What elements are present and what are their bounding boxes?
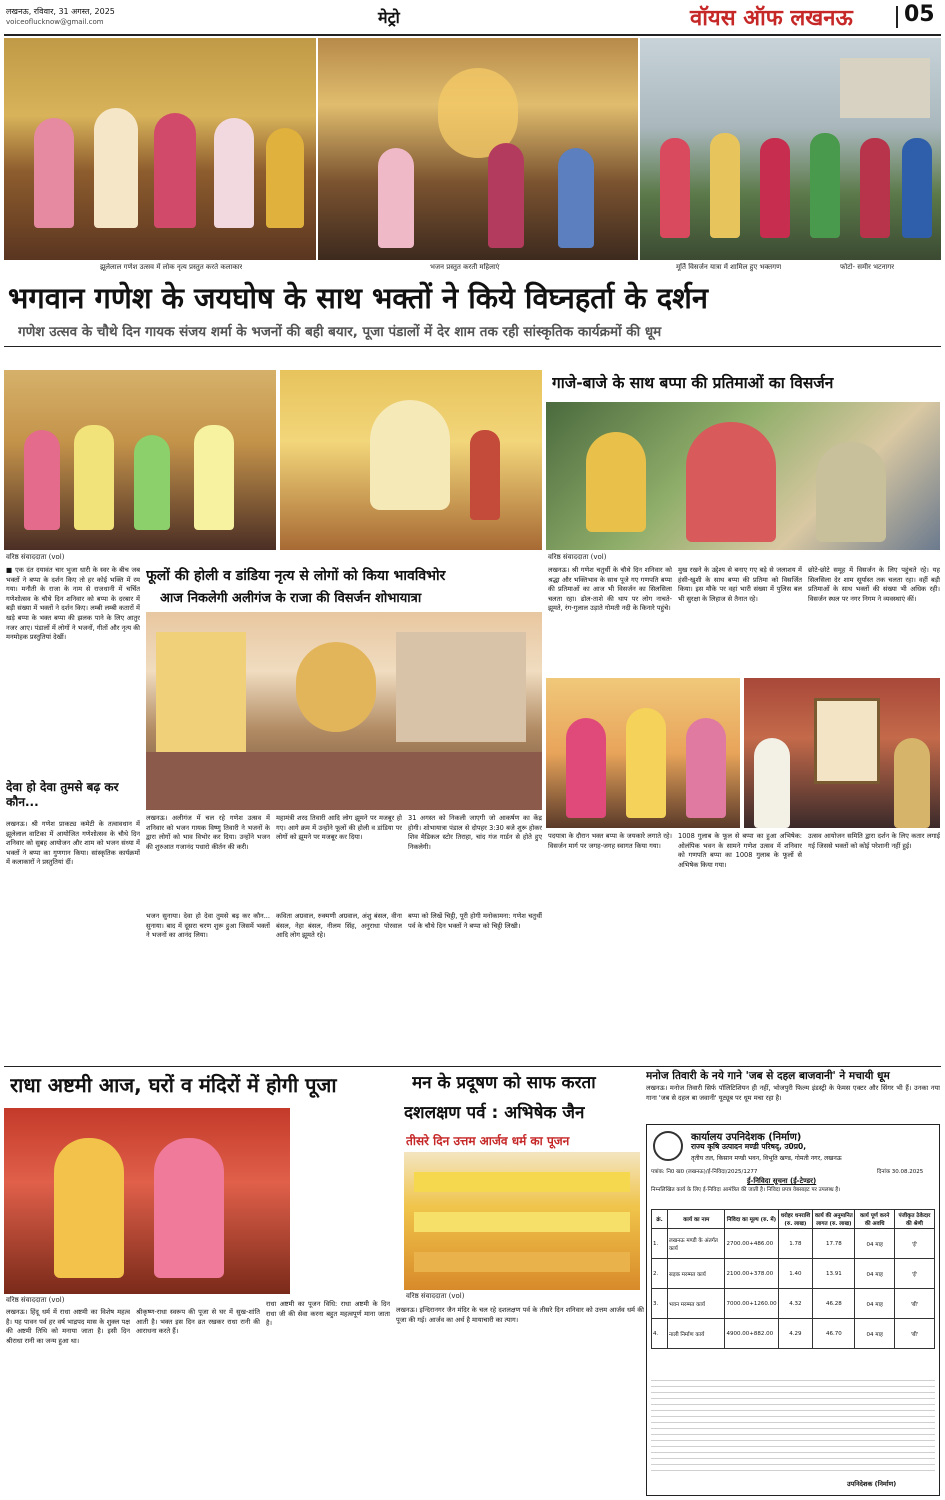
tender-emblem bbox=[653, 1131, 683, 1161]
tender-cell: 2100.00+378.00 bbox=[725, 1259, 778, 1289]
radha-body-3-text: राधा अष्टमी का पूजन विधि: राधा अष्टमी के दिन राधा जी की सेवा करना बहुत महत्वपूर्ण माना जाता है। bbox=[266, 1300, 390, 1328]
tender-cell: सड़क मरम्मत कार्य bbox=[668, 1259, 725, 1289]
holi-body-6-text: बप्पा को लिखें चिट्ठी, पूरी होगी मनोकामना: गणेश चतुर्थी पर्व के चौथे दिन भक्तों ने बप्पा को चिट्ठी लिखी। bbox=[408, 912, 542, 930]
visarjan-body-1 bbox=[548, 566, 672, 676]
tender-office: कार्यालय उपनिदेशक (निर्माण) bbox=[691, 1132, 802, 1143]
photo-felicitation bbox=[744, 678, 940, 828]
tender-row bbox=[652, 1319, 935, 1349]
tender-cell: 46.28 bbox=[813, 1289, 855, 1319]
holi-body-2 bbox=[276, 814, 402, 910]
photo-stage-dance bbox=[4, 370, 276, 550]
tender-cell: 7000.00+1260.00 bbox=[725, 1289, 778, 1319]
tender-cell: भवन मरम्मत कार्य bbox=[668, 1289, 725, 1319]
holi-body-1-text: लखनऊ। अलीगंज में चल रहे गणेश उत्सव में शनिवार को भजन गायक विष्णु तिवारी ने भजनों के द्वारा लोगों को भाव विभोर कर दिया। उन्होंने भजन की शुरुआत गजानंद पधारो कीर्तन की करी। bbox=[146, 814, 270, 851]
header-rule bbox=[4, 34, 941, 36]
holi-body-1 bbox=[146, 814, 270, 910]
tender-cell: 1.78 bbox=[778, 1229, 813, 1259]
photo-visarjan-procession bbox=[640, 38, 941, 260]
tender-cell: 4. bbox=[652, 1319, 668, 1349]
tender-cell: 2. bbox=[652, 1259, 668, 1289]
jain-body-text: लखनऊ। इन्दिरानगर जैन मंदिर के चल रहे दशलक्षण पर्व के तीसरे दिन शनिवार को उत्तम आर्जव धर्म की पूजा की गई। आर्जव का अर्थ है मायाचारी का त्याग। bbox=[396, 1306, 644, 1324]
photo-holi-stage bbox=[146, 612, 542, 810]
lead-byline: वरिष्ठ संवाददाता (vol) bbox=[6, 553, 65, 561]
tender-cell: 04 माह bbox=[855, 1259, 895, 1289]
photo-folk-dance bbox=[4, 38, 316, 260]
manoj-headline: मनोज तिवारी के नये गाने 'जब से दहल बाजवानी' ने मचायी धूम bbox=[646, 1070, 890, 1082]
masthead-divider bbox=[896, 6, 898, 28]
photo-credit: फोटो- समीर भटनागर bbox=[840, 263, 895, 271]
radha-headline: राधा अष्टमी आज, घरों व मंदिरों में होगी पूजा bbox=[10, 1073, 337, 1097]
radha-body-3 bbox=[266, 1300, 390, 1496]
tender-cell: 3. bbox=[652, 1289, 668, 1319]
page-number: 05 bbox=[904, 2, 935, 27]
tender-col-header: कार्य की अनुमानित लागत (रु. लाख) bbox=[813, 1210, 855, 1229]
tender-cell: 4.32 bbox=[778, 1289, 813, 1319]
holi-headline: फूलों की होली व डांडिया नृत्य से लोगों को किया भावविभोर bbox=[146, 568, 446, 584]
tender-cell: 04 माह bbox=[855, 1319, 895, 1349]
holi-body-5-text: कविता अग्रवाल, रुक्मणी अग्रवाल, अंशु बंसल, वीना बंसल, नेहा बंसल, नीलम सिंह, अनुराधा पोरवाल आदि लोग झूमते रहे। bbox=[276, 912, 402, 940]
tender-cell: 13.91 bbox=[813, 1259, 855, 1289]
tender-cell: 04 माह bbox=[855, 1289, 895, 1319]
lead-body-1-text: ■ एक दंत दयावंत चार भुजा धारी के स्वर के बीच जब भक्तों ने बप्पा के दर्शन किए तो हर कोई भक्ति में रम गया। मनौती के राजा के नाम से राजधानी में चर्चित गणेशोत्सव के चौथे दिन शनिवार को बप्पा के दरबार में बड़ी संख्या में भक्तों ने दर्शन किए। लम्बी लम्बी कतारों में खड़े बप्पा के भक्त बप्पा की झलक पाने के लिए आतुर नजर आए। पंडालों में लोगों ने भजनों, गीतों और नृत्य की मनमोहक प्रस्तुतियां देखीं। bbox=[6, 566, 140, 642]
tender-cell: 1.40 bbox=[778, 1259, 813, 1289]
tender-cell: 'बी' bbox=[894, 1319, 934, 1349]
photo-radha-krishna bbox=[4, 1108, 290, 1294]
mid-body-3 bbox=[808, 832, 940, 1060]
mid-body-3-text: उत्सव आयोजन समिति द्वारा दर्शन के लिए कतार लगाई गई जिससे भक्तों को कोई परेशानी नहीं हुई। bbox=[808, 832, 940, 850]
lead-body-2-text: लखनऊ। श्री गणेश प्राकट्य कमेटी के तत्वावधान में झूलेलाल वाटिका में आयोजित गणेशोत्सव के चौथे दिन शनिवार को सुबह आयोजन और शाम को भजन संध्या में भक्तों ने बप्पा का गुणगान किया। सांस्कृतिक कार्यक्रमों में कलाकारों ने प्रस्तुतियां दीं। bbox=[6, 820, 140, 867]
tender-row bbox=[652, 1289, 935, 1319]
tender-col-header: पंजीकृत ठेकेदार की श्रेणी bbox=[894, 1210, 934, 1229]
photo-caption-1: झूलेलाल गणेश उत्सव में लोक नृत्य प्रस्तुत करते कलाकार bbox=[100, 263, 243, 271]
tender-notice bbox=[646, 1124, 940, 1496]
tender-org: राज्य कृषि उत्पादन मण्डी परिषद्, उ0प्र0, bbox=[691, 1142, 807, 1151]
photo-bhajan-women bbox=[318, 38, 638, 260]
tender-cell: 04 माह bbox=[855, 1229, 895, 1259]
photo-caption-2: भजन प्रस्तुत करती महिलाएं bbox=[430, 263, 500, 271]
lead-rule bbox=[4, 346, 941, 347]
lead-subhead-2: देवा हो देवा तुमसे बढ़ कर कौन... bbox=[6, 780, 119, 809]
holi-body-3 bbox=[408, 814, 542, 910]
tender-date: दिनांक 30.08.2025 bbox=[877, 1169, 924, 1175]
tender-row bbox=[652, 1259, 935, 1289]
tender-cell: 'ई' bbox=[894, 1259, 934, 1289]
visarjan-body-3 bbox=[808, 566, 940, 676]
tender-intro: निम्नलिखित कार्य के लिए ई-निविदा आमंत्रित की जाती है। निविदा प्रपत्र वेबसाइट पर उपलब्ध है। bbox=[651, 1187, 841, 1193]
radha-body-2-text: श्रीकृष्ण-राधा स्वरूप की पूजा से घर में सुख-शांति आती है। भक्त इस दिन व्रत रखकर राधा रानी की आराधना करते हैं। bbox=[136, 1308, 260, 1336]
visarjan-body-1-text: लखनऊ। श्री गणेश चतुर्थी के चौथे दिन शनिवार को श्रद्धा और भक्तिभाव के साथ पूजे गए गणपति बप्पा की प्रतिमाओं का आज भी विसर्जन का सिलसिला चलता रहा। ढोल-ताशे की थाप पर लोग नाचते-झूमते, रंग-गुलाल उड़ाते गोमती नदी के किनारे पहुंचे। bbox=[548, 566, 672, 613]
tender-row bbox=[652, 1229, 935, 1259]
tender-col-header: धरोहर धनराशि (रु. लाख) bbox=[778, 1210, 813, 1229]
visarjan-byline: वरिष्ठ संवाददाता (vol) bbox=[548, 553, 607, 561]
manoj-body-text: लखनऊ। मनोज तिवारी सिर्फ पॉलिटिशियन ही नहीं, भोजपुरी फिल्म इंडस्ट्री के फेमस एक्टर और सिंगर भी हैं। उनका नया गाना 'जब से दहल बा जवानी' यूट्यूब पर धूम मचा रहा है। bbox=[646, 1084, 940, 1102]
holi-body-2-text: महामंत्री शरद तिवारी आदि लोग झूमने पर मजबूर हो गए। आगे क्रम में उन्होंने फूलों की होली व डांडिया पर लोगों को झूमने पर मजबूर कर दिया। bbox=[276, 814, 402, 842]
date-line: लखनऊ, रविवार, 31 अगस्त, 2025 bbox=[6, 7, 115, 16]
holi-body-6 bbox=[408, 912, 542, 1060]
tender-table bbox=[651, 1209, 935, 1349]
tender-address: तृतीय तल, किसान मण्डी भवन, विभूति खण्ड, गोमती नगर, लखनऊ bbox=[691, 1155, 842, 1162]
tender-cell: 1. bbox=[652, 1229, 668, 1259]
jain-body bbox=[396, 1306, 644, 1496]
tender-cell: नाली निर्माण कार्य bbox=[668, 1319, 725, 1349]
tender-table-grid bbox=[651, 1209, 935, 1349]
tender-cell: 4.29 bbox=[778, 1319, 813, 1349]
lead-subheadline: गणेश उत्सव के चौथे दिन गायक संजय शर्मा के भजनों की बही बयार, पूजा पंडालों में देर शाम तक रही सांस्कृतिक कार्यक्रमों की धूम bbox=[18, 324, 662, 340]
mid-body-1-text: पदयात्रा के दौरान भक्त बप्पा के जयकारे लगाते रहे। विसर्जन मार्ग पर जगह-जगह स्वागत किया गया। bbox=[548, 832, 672, 850]
radha-body-2 bbox=[136, 1308, 260, 1496]
radha-body-1 bbox=[6, 1308, 130, 1496]
holi-body-4-text: भजन सुनाया। देवा हो देवा तुमसे बढ़ कर कौन... सुनाया। बाद में दूसरा चरण शुरू हुआ जिसमें भक्तों ने भजनों का आनंद लिया। bbox=[146, 912, 270, 940]
masthead: वॉयस ऑफ लखनऊ bbox=[690, 6, 853, 31]
photo-abhishek bbox=[546, 678, 740, 828]
tender-cell: 46.70 bbox=[813, 1319, 855, 1349]
holi-body-4 bbox=[146, 912, 270, 1060]
visarjan-body-2 bbox=[678, 566, 802, 676]
tender-terms bbox=[651, 1375, 935, 1473]
photo-caption-3: मूर्ति विसर्जन यात्रा में शामिल हुए भक्तगण bbox=[676, 263, 782, 271]
tender-col-header: कार्य पूर्ण करने की अवधि bbox=[855, 1210, 895, 1229]
mid-body-1 bbox=[548, 832, 672, 1060]
lead-body-1 bbox=[6, 566, 140, 776]
email-line: voiceoflucknow@gmail.com bbox=[6, 18, 104, 26]
tender-ref: पत्रांक: नि0 ख0 (लखनऊ)/ई-निविदा/2025/1277 bbox=[651, 1169, 758, 1175]
photo-jain-puja bbox=[404, 1152, 640, 1290]
tender-header-row bbox=[652, 1210, 935, 1229]
tender-col-header: कार्य का नाम bbox=[668, 1210, 725, 1229]
tender-cell: 4900.00+882.00 bbox=[725, 1319, 778, 1349]
tender-cell: लखनऊ मण्डी के अंतर्गत कार्य bbox=[668, 1229, 725, 1259]
tender-col-header: क्रं. bbox=[652, 1210, 668, 1229]
tender-signature: उपनिदेशक (निर्माण) bbox=[847, 1480, 897, 1488]
radha-byline: वरिष्ठ संवाददाता (vol) bbox=[6, 1296, 65, 1304]
mid-rule bbox=[4, 1066, 941, 1067]
jain-headline-1: मन के प्रदूषण को साफ करता bbox=[412, 1073, 596, 1093]
tender-cell: 'बी' bbox=[894, 1289, 934, 1319]
tender-title: ई-निविदा सूचना (ई-टेण्डर) bbox=[747, 1177, 817, 1185]
photo-ganesh-idol bbox=[280, 370, 542, 550]
lead-body-2 bbox=[6, 820, 140, 1062]
jain-byline: वरिष्ठ संवाददाता (vol) bbox=[406, 1292, 465, 1300]
tender-cell: 17.78 bbox=[813, 1229, 855, 1259]
tender-cell: 2700.00+486.00 bbox=[725, 1229, 778, 1259]
manoj-body bbox=[646, 1084, 940, 1122]
lead-headline: भगवान गणेश के जयघोष के साथ भक्तों ने किये विघ्नहर्ता के दर्शन bbox=[8, 281, 708, 315]
holi-body-3-text: 31 अगस्त को निकली जाएगी जो आकर्षण का केंद्र होगी। शोभायात्रा पंडाल से दोपहर 3:30 बजे शुरू होकर शिव मेडिकल स्टोर तिराहा, चांद गंज गार्डन से होते हुए निकलेगी। bbox=[408, 814, 542, 851]
visarjan-body-3-text: छोटे-छोटे समूह में विसर्जन के लिए पहुंचते रहे। यह सिलसिला देर शाम सूर्यास्त तक चलता रहा। वहीं बड़ी प्रतिमाओं के साथ भक्तों की संख्या भी अधिक रही। विसर्जन स्थल पर नगर निगम ने व्यवस्थाएं कीं। bbox=[808, 566, 940, 603]
tender-cell: 'ई' bbox=[894, 1229, 934, 1259]
tender-col-header: निविदा का मूल्य (रु. में) bbox=[725, 1210, 778, 1229]
visarjan-headline: गाजे-बाजे के साथ बप्पा की प्रतिमाओं का विसर्जन bbox=[552, 374, 834, 392]
section-label: मेट्रो bbox=[378, 8, 400, 27]
mid-body-2 bbox=[678, 832, 802, 1060]
photo-visarjan-children bbox=[546, 402, 940, 550]
visarjan-body-2-text: मुख रखने के उद्देश्य से बनाए गए बड़े से जलाशय में हंसी-खुशी के साथ बप्पा की प्रतिमा को विसर्जित किया। इस मौके पर वहां भारी संख्या में पुलिस बल भी सुरक्षा के लिहाज से तैनात रहे। bbox=[678, 566, 802, 603]
jain-subheadline: तीसरे दिन उत्तम आर्जव धर्म का पूजन bbox=[406, 1134, 570, 1148]
radha-body-1-text: लखनऊ। हिंदू धर्म में राधा अष्टमी का विशेष महत्व है। यह पावन पर्व हर वर्ष भाद्रपद मास के शुक्ल पक्ष की अष्टमी तिथि को मनाया जाता है। इसी दिन श्रीराधा रानी का जन्म हुआ था। bbox=[6, 1308, 130, 1345]
holi-body-5 bbox=[276, 912, 402, 1060]
holi-subheadline: आज निकलेगी अलीगंज के राजा की विसर्जन शोभायात्रा bbox=[160, 591, 422, 606]
mid-body-2-text: 1008 गुलाब के फूल से बप्पा का हुआ अभिषेक: ओलंपिक भवन के सामने गणेश उत्सव में शनिवार को गणपति बप्पा का 1008 गुलाब के फूलों से अभिषेक किया गया। bbox=[678, 832, 802, 869]
jain-headline-2: दशलक्षण पर्व : अभिषेक जैन bbox=[404, 1103, 585, 1123]
